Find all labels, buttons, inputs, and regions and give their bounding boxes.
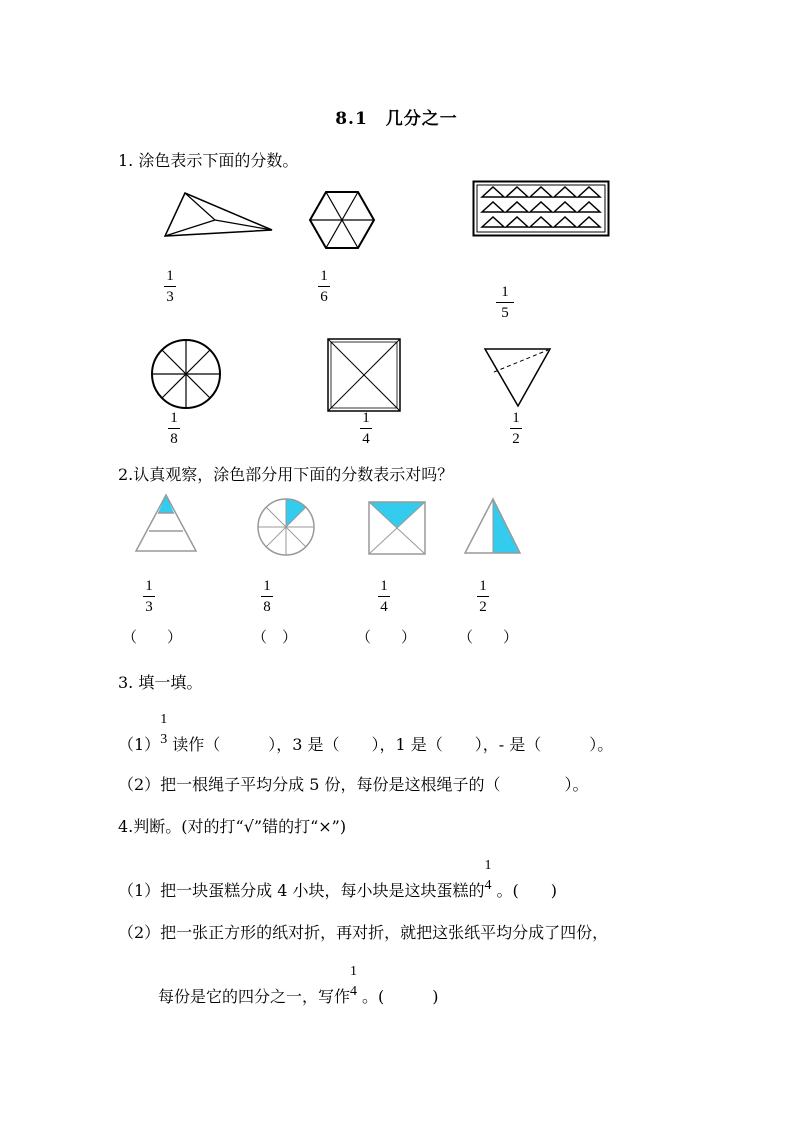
q2-fraction-1-4: 1 4 — [378, 578, 390, 615]
small-triangle — [506, 217, 528, 227]
q2-square-quarters — [367, 500, 427, 556]
small-triangle — [506, 202, 528, 212]
q4-item2-text: 每份是它的四分之一，写作 — [158, 987, 351, 1006]
q2-triangle-layers — [134, 493, 198, 553]
q2-fraction-1-2: 1 2 — [477, 578, 489, 615]
q4-item2-fraction: 1 4 — [350, 964, 358, 999]
small-triangle — [578, 202, 600, 212]
q1-prompt: 1. 涂色表示下面的分数。 — [118, 151, 299, 170]
q3-prompt: 3. 填一填。 — [118, 673, 203, 692]
q4-item-2-line-1: （2）把一张正方形的纸对折，再对折，就把这张纸平均分成了四份， — [118, 923, 609, 942]
q2-answer-1[interactable]: （ ） — [122, 628, 183, 646]
q4-item1-text: （1）把一块蛋糕分成 4 小块，每小块是这块蛋糕的 — [118, 881, 485, 900]
small-triangle — [482, 217, 504, 227]
q1-fraction-1-2: 1 2 — [510, 410, 522, 447]
q1-fraction-1-3: 1 3 — [164, 268, 176, 305]
q1-square-quarters — [326, 337, 402, 413]
q4-item-1 — [118, 858, 558, 901]
small-triangle — [530, 187, 552, 197]
q1-triangles-rectangle — [472, 180, 612, 238]
q3-line-1 — [118, 712, 614, 755]
q1-hexagon — [307, 190, 377, 250]
q4-item1-fraction: 1 4 — [484, 858, 492, 893]
q2-prompt: 2.认真观察，涂色部分用下面的分数表示对吗？ — [118, 465, 454, 484]
q4-item2-answer[interactable]: 。( ) — [362, 987, 439, 1006]
small-triangle — [578, 217, 600, 227]
small-triangle — [554, 187, 576, 197]
q1-fraction-1-4: 1 4 — [360, 410, 372, 447]
q4-prompt: 4.判断。(对的打“√”错的打“×”) — [118, 817, 347, 836]
q1-fraction-1-5: 1 5 — [496, 284, 514, 321]
small-triangle — [482, 202, 504, 212]
q2-triangle-halves — [462, 497, 524, 555]
q4-item1-answer[interactable]: 。( ) — [496, 881, 558, 900]
q1-triangle-halves — [482, 346, 554, 410]
small-triangle — [554, 217, 576, 227]
q2-circle-eighths — [256, 497, 316, 557]
q2-answer-3[interactable]: （ ） — [356, 628, 417, 646]
small-triangle — [530, 202, 552, 212]
small-triangle — [554, 202, 576, 212]
small-triangle — [482, 187, 504, 197]
q2-fraction-1-8: 1 8 — [261, 578, 273, 615]
small-triangle — [530, 217, 552, 227]
q1-triangle-pyramid — [160, 190, 280, 246]
small-triangle — [578, 187, 600, 197]
q4-item-2-line-2 — [158, 964, 439, 1007]
page-title: 8.1 几分之一 — [335, 109, 458, 129]
q3-fraction: 1 3 — [160, 712, 168, 747]
q3-line-2: （2）把一根绳子平均分成 5 份，每份是这根绳子的（ ）。 — [118, 775, 589, 794]
q3-line1-text: 读作（ ），3 是（ ），1 是（ ），- 是（ ）。 — [172, 735, 614, 754]
q1-fraction-1-6: 1 6 — [318, 268, 330, 305]
q1-circle-eighths — [150, 338, 222, 410]
q2-answer-4[interactable]: （ ） — [458, 628, 519, 646]
small-triangle — [506, 187, 528, 197]
q3-line1-prefix: （1） — [118, 735, 161, 754]
q2-fraction-1-3: 1 3 — [143, 578, 155, 615]
q1-fraction-1-8: 1 8 — [168, 410, 180, 447]
q2-answer-2[interactable]: （ ） — [252, 628, 298, 646]
